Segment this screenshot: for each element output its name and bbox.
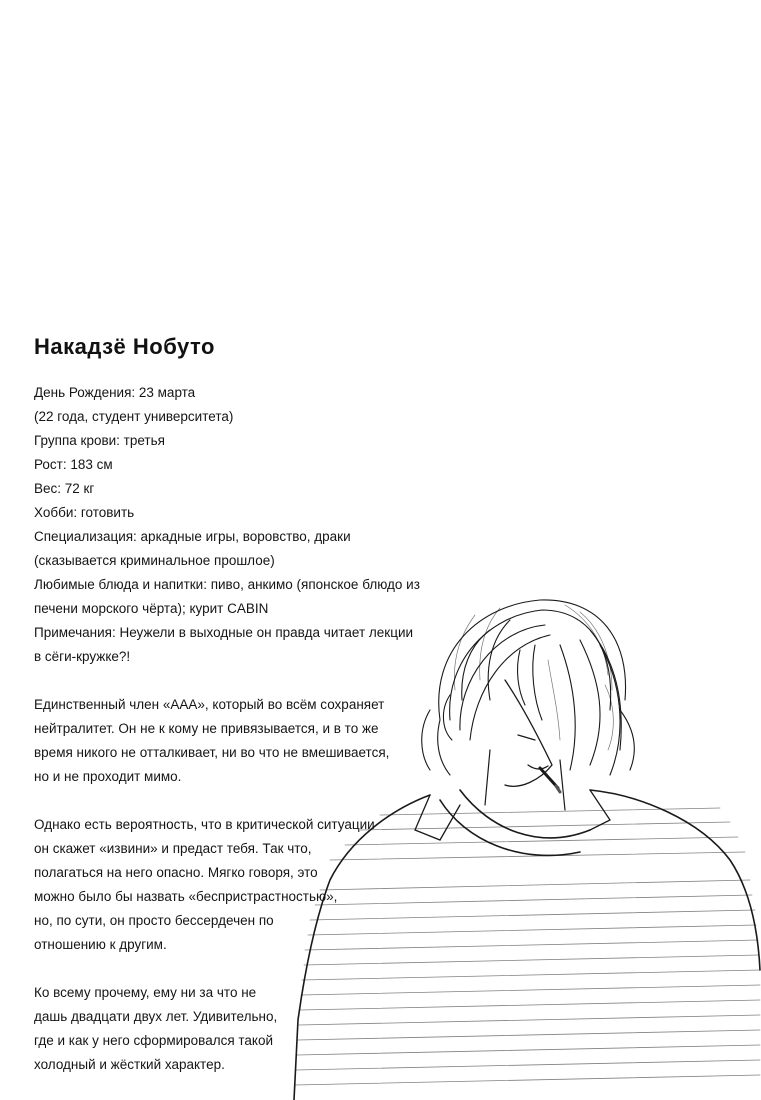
paragraph-line: нейтралитет. Он не к кому не привязывается, и в то же (34, 721, 379, 736)
profile-text (34, 333, 434, 1077)
detail-line: День Рождения: 23 марта (34, 385, 196, 400)
detail-line: Хобби: готовить (34, 505, 135, 520)
detail-line: в сёги-кружке?! (34, 649, 131, 664)
detail-line: Специализация: аркадные игры, воровство, драки (34, 529, 351, 544)
paragraph-line: Однако есть вероятность, что в критической ситуации (34, 817, 375, 832)
paragraph-line: Ко всему прочему, ему ни за что не (34, 985, 257, 1000)
profile-details (34, 381, 434, 669)
detail-line: (сказывается криминальное прошлое) (34, 553, 275, 568)
detail-line: Рост: 183 см (34, 457, 113, 472)
paragraph-2 (34, 813, 434, 957)
detail-line: печени морского чёрта); курит CABIN (34, 601, 269, 616)
character-name: Накадзё Нобуто (34, 334, 215, 359)
paragraph-line: можно было бы назвать «беспристрастностью», (34, 889, 338, 904)
paragraph-3 (34, 981, 434, 1077)
paragraph-line: но и не проходит мимо. (34, 769, 182, 784)
paragraph-line: где и как у него сформировался такой (34, 1033, 274, 1048)
paragraph-line: дашь двадцати двух лет. Удивительно, (34, 1009, 278, 1024)
detail-line: Группа крови: третья (34, 433, 165, 448)
detail-line: Примечания: Неужели в выходные он правда читает лекции (34, 625, 414, 640)
paragraph-line: но, по сути, он просто бессердечен по (34, 913, 274, 928)
paragraph-line: отношению к другим. (34, 937, 167, 952)
paragraph-line: холодный и жёсткий характер. (34, 1057, 225, 1072)
detail-line: Любимые блюда и напитки: пиво, анкимо (японское блюдо из (34, 577, 420, 592)
paragraph-line: он скажет «извини» и предаст тебя. Так что, (34, 841, 312, 856)
paragraph-line: Единственный член «ААА», который во всём сохраняет (34, 697, 385, 712)
detail-line: (22 года, студент университета) (34, 409, 234, 424)
detail-line: Вес: 72 кг (34, 481, 95, 496)
paragraph-1 (34, 693, 434, 789)
paragraph-line: полагаться на него опасно. Мягко говоря, это (34, 865, 318, 880)
paragraph-line: время никого не отталкивает, ни во что не вмешивается, (34, 745, 390, 760)
